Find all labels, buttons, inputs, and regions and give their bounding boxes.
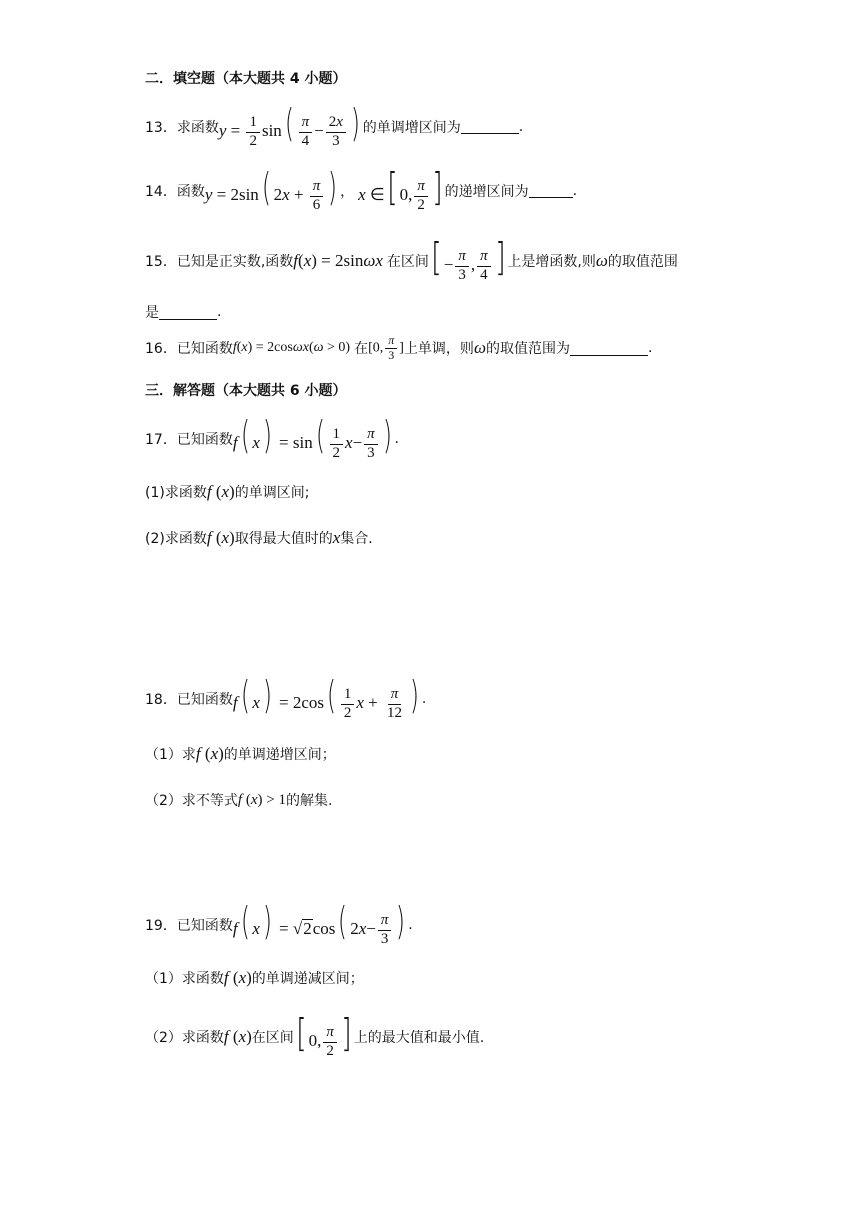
q14-formula: y = 2sin( 2x + $\frac{\pi}{6}$ ) <box>204 165 338 213</box>
q16-formula: f(x) = 2cosωx(ω > 0) <box>232 340 351 356</box>
q15-formula: f(x) = 2sinωx <box>293 250 383 270</box>
answer-blank[interactable] <box>159 305 217 320</box>
answer-blank[interactable] <box>570 341 648 356</box>
q17-formula: f( x) = sin( $\frac{1}{2}$ x− $\frac{\pi}{3}$ ) <box>232 413 392 461</box>
question-16: 16． 已知函数 f(x) = 2cosωx(ω > 0) 在 [0, $\frac{\pi}{3}$ ] 上单调，则 ω 的取值范围为 . <box>145 333 653 362</box>
q19-interval: [ 0, $\frac{\pi}{2}$ ] <box>296 1011 352 1059</box>
question-19-part1: （1）求函数 f (x) 的单调递减区间； <box>145 968 364 987</box>
question-14: 14． 函数 y = 2sin( 2x + $\frac{\pi}{6}$ ) ， x ∈[ 0, $\frac{\pi}{2}$ ] 的递增区间为 . <box>145 165 578 213</box>
q15-interval: [ − $\frac{\pi}{3}$ , $\frac{\pi}{4}$ ] <box>431 235 506 283</box>
section-heading-fill-in: 二．填空题（本大题共 4 小题） <box>145 71 347 87</box>
question-18: 18． 已知函数 f( x) = 2cos( $\frac{1}{2}$ x + $\frac{\pi}{12}$ ) . <box>145 673 427 721</box>
q13-formula: y = $\frac{1}{2}$ sin( $\frac{\pi}{4}$ − $\frac{2x}{3}$ ) <box>218 101 360 149</box>
q16-interval: [0, $\frac{\pi}{3}$ ] <box>368 333 404 362</box>
q14-domain: x ∈[ 0, $\frac{\pi}{2}$ ] <box>358 165 443 213</box>
question-13: 13． 求函数 y = $\frac{1}{2}$ sin( $\frac{\pi}{4}$ − $\frac{2x}{3}$ ) 的单调增区间为 . <box>145 101 524 149</box>
question-18-part1: （1）求 f (x) 的单调递增区间； <box>145 744 336 763</box>
question-15-line2: 是 . <box>145 304 222 321</box>
answer-blank[interactable] <box>461 119 519 134</box>
section-heading-solve: 三．解答题（本大题共 6 小题） <box>145 383 347 399</box>
question-18-part2: （2）求不等式 f (x) > 1 的解集. <box>145 791 333 809</box>
question-17-part2: (2)求函数 f (x) 取得最大值时的 x 集合. <box>145 528 373 547</box>
q19-formula: f( x) = √ 2 cos( 2x− $\frac{\pi}{3}$ ) <box>232 899 406 947</box>
question-17: 17． 已知函数 f( x) = sin( $\frac{1}{2}$ x− $\frac{\pi}{3}$ ) . <box>145 413 399 461</box>
answer-blank[interactable] <box>529 183 573 198</box>
question-19-part2: （2）求函数 f (x) 在区间 [ 0, $\frac{\pi}{2}$ ] 上的最大值和最小值. <box>145 1011 485 1059</box>
question-17-part1: (1)求函数 f (x) 的单调区间; <box>145 482 310 501</box>
question-15: 15． 已知是正实数,函数 f(x) = 2sinωx 在区间 [ − $\frac{\pi}{3}$ , $\frac{\pi}{4}$ ] 上是增函数,则 ω 的取值范围 <box>145 235 678 283</box>
q18-formula: f( x) = 2cos( $\frac{1}{2}$ x + $\frac{\pi}{12}$ ) <box>232 673 419 721</box>
question-19: 19． 已知函数 f( x) = √ 2 cos( 2x− $\frac{\pi}{3}$ ) . <box>145 899 413 947</box>
